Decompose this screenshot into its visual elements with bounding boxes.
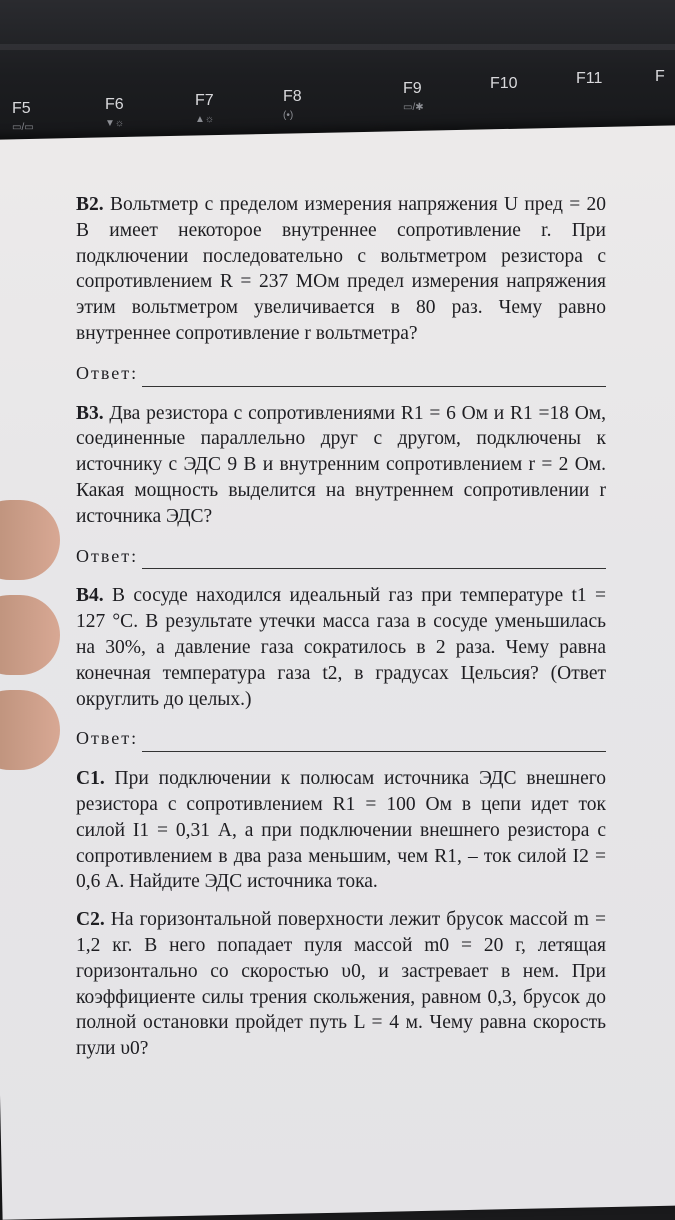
task-id: B4. [76,585,104,607]
key-f8: F8 (•) [283,88,302,121]
task-b4 [76,583,606,712]
task-text: На горизонтальной поверхности лежит брусок массой m = 1,2 кг. В него попадает пуля массой m0 = 20 г, летящая горизонтально со скоростью υ0, и застревает в нем. При коэффициенте силы трения скольжения, равном 0,3, брусок до полной остановки пройдет путь L = 4 м. Чему равна скорость пули υ0? [76,909,607,1060]
key-f6: F6 ▼☼ [105,96,125,129]
key-f7: F7 ▲☼ [195,92,215,125]
finger [0,690,60,770]
task-text: Два резистора с сопротивлениями R1 = 6 Ом и R1 =18 Ом, соединенные параллельно друг с другом, подключены к источнику с ЭДС 9 В и внутренним сопротивлением r = 2 Ом. Какая мощность выделится на внутреннем сопротивлении r источника ЭДС? [76,402,607,527]
task-c2 [76,907,606,1062]
task-b2 [76,192,606,347]
finger [0,500,60,580]
key-f11: F11 [576,70,603,87]
answer-label: Ответ: [76,728,139,749]
key-f10: F10 [490,75,518,92]
task-id: C1. [76,768,105,790]
answer-label: Ответ: [76,362,139,383]
task-b3 [76,401,606,530]
problem-list [76,192,606,1074]
hand-fingers [0,500,60,800]
task-text: Вольтметр с пределом измерения напряжения U пред = 20 В имеет некоторое внутреннее сопротивление r. При подключении последовательно с вольтметром резистора с сопротивлением R = 237 МОм предел измерения напряжения этим вольтметром увеличивается в 80 раз. Чему равно внутреннее сопротивление r вольтметра? [76,194,606,344]
key-f12: F [655,68,665,85]
finger [0,595,60,675]
answer-line-b3 [76,544,606,570]
task-text: При подключении к полюсам источника ЭДС внешнего резистора с сопротивлением R1 = 100 Ом в цепи идет ток силой I1 = 0,31 А, а при подключении внешнего резистора с сопротивлением в два раза меньшим, чем R1, – ток силой I2 = 0,6 А. Найдите ЭДС источника тока. [76,768,606,893]
answer-field[interactable] [142,550,606,569]
answer-line-b4 [76,726,606,752]
answer-field[interactable] [142,368,606,387]
answer-line-b2 [76,361,606,387]
task-c1 [76,766,606,895]
task-id: C2. [76,909,105,931]
keyboard-edge [0,44,675,50]
task-text: В сосуде находился идеальный газ при температуре t1 = 127 °С. В результате утечки масса газа в сосуде уменьшилась на 30%, а давление газа сократилось в 2 раза. Чему равна конечная температура газа t2, в градусах Цельсия? (Ответ округлить до целых.) [76,585,606,710]
task-id: B2. [76,194,104,215]
key-f5: F5 ▭/▭ [12,100,34,133]
task-id: B3. [76,402,104,424]
answer-field[interactable] [142,733,606,752]
answer-label: Ответ: [76,545,139,566]
key-f9: F9 ▭/✱ [403,80,424,113]
